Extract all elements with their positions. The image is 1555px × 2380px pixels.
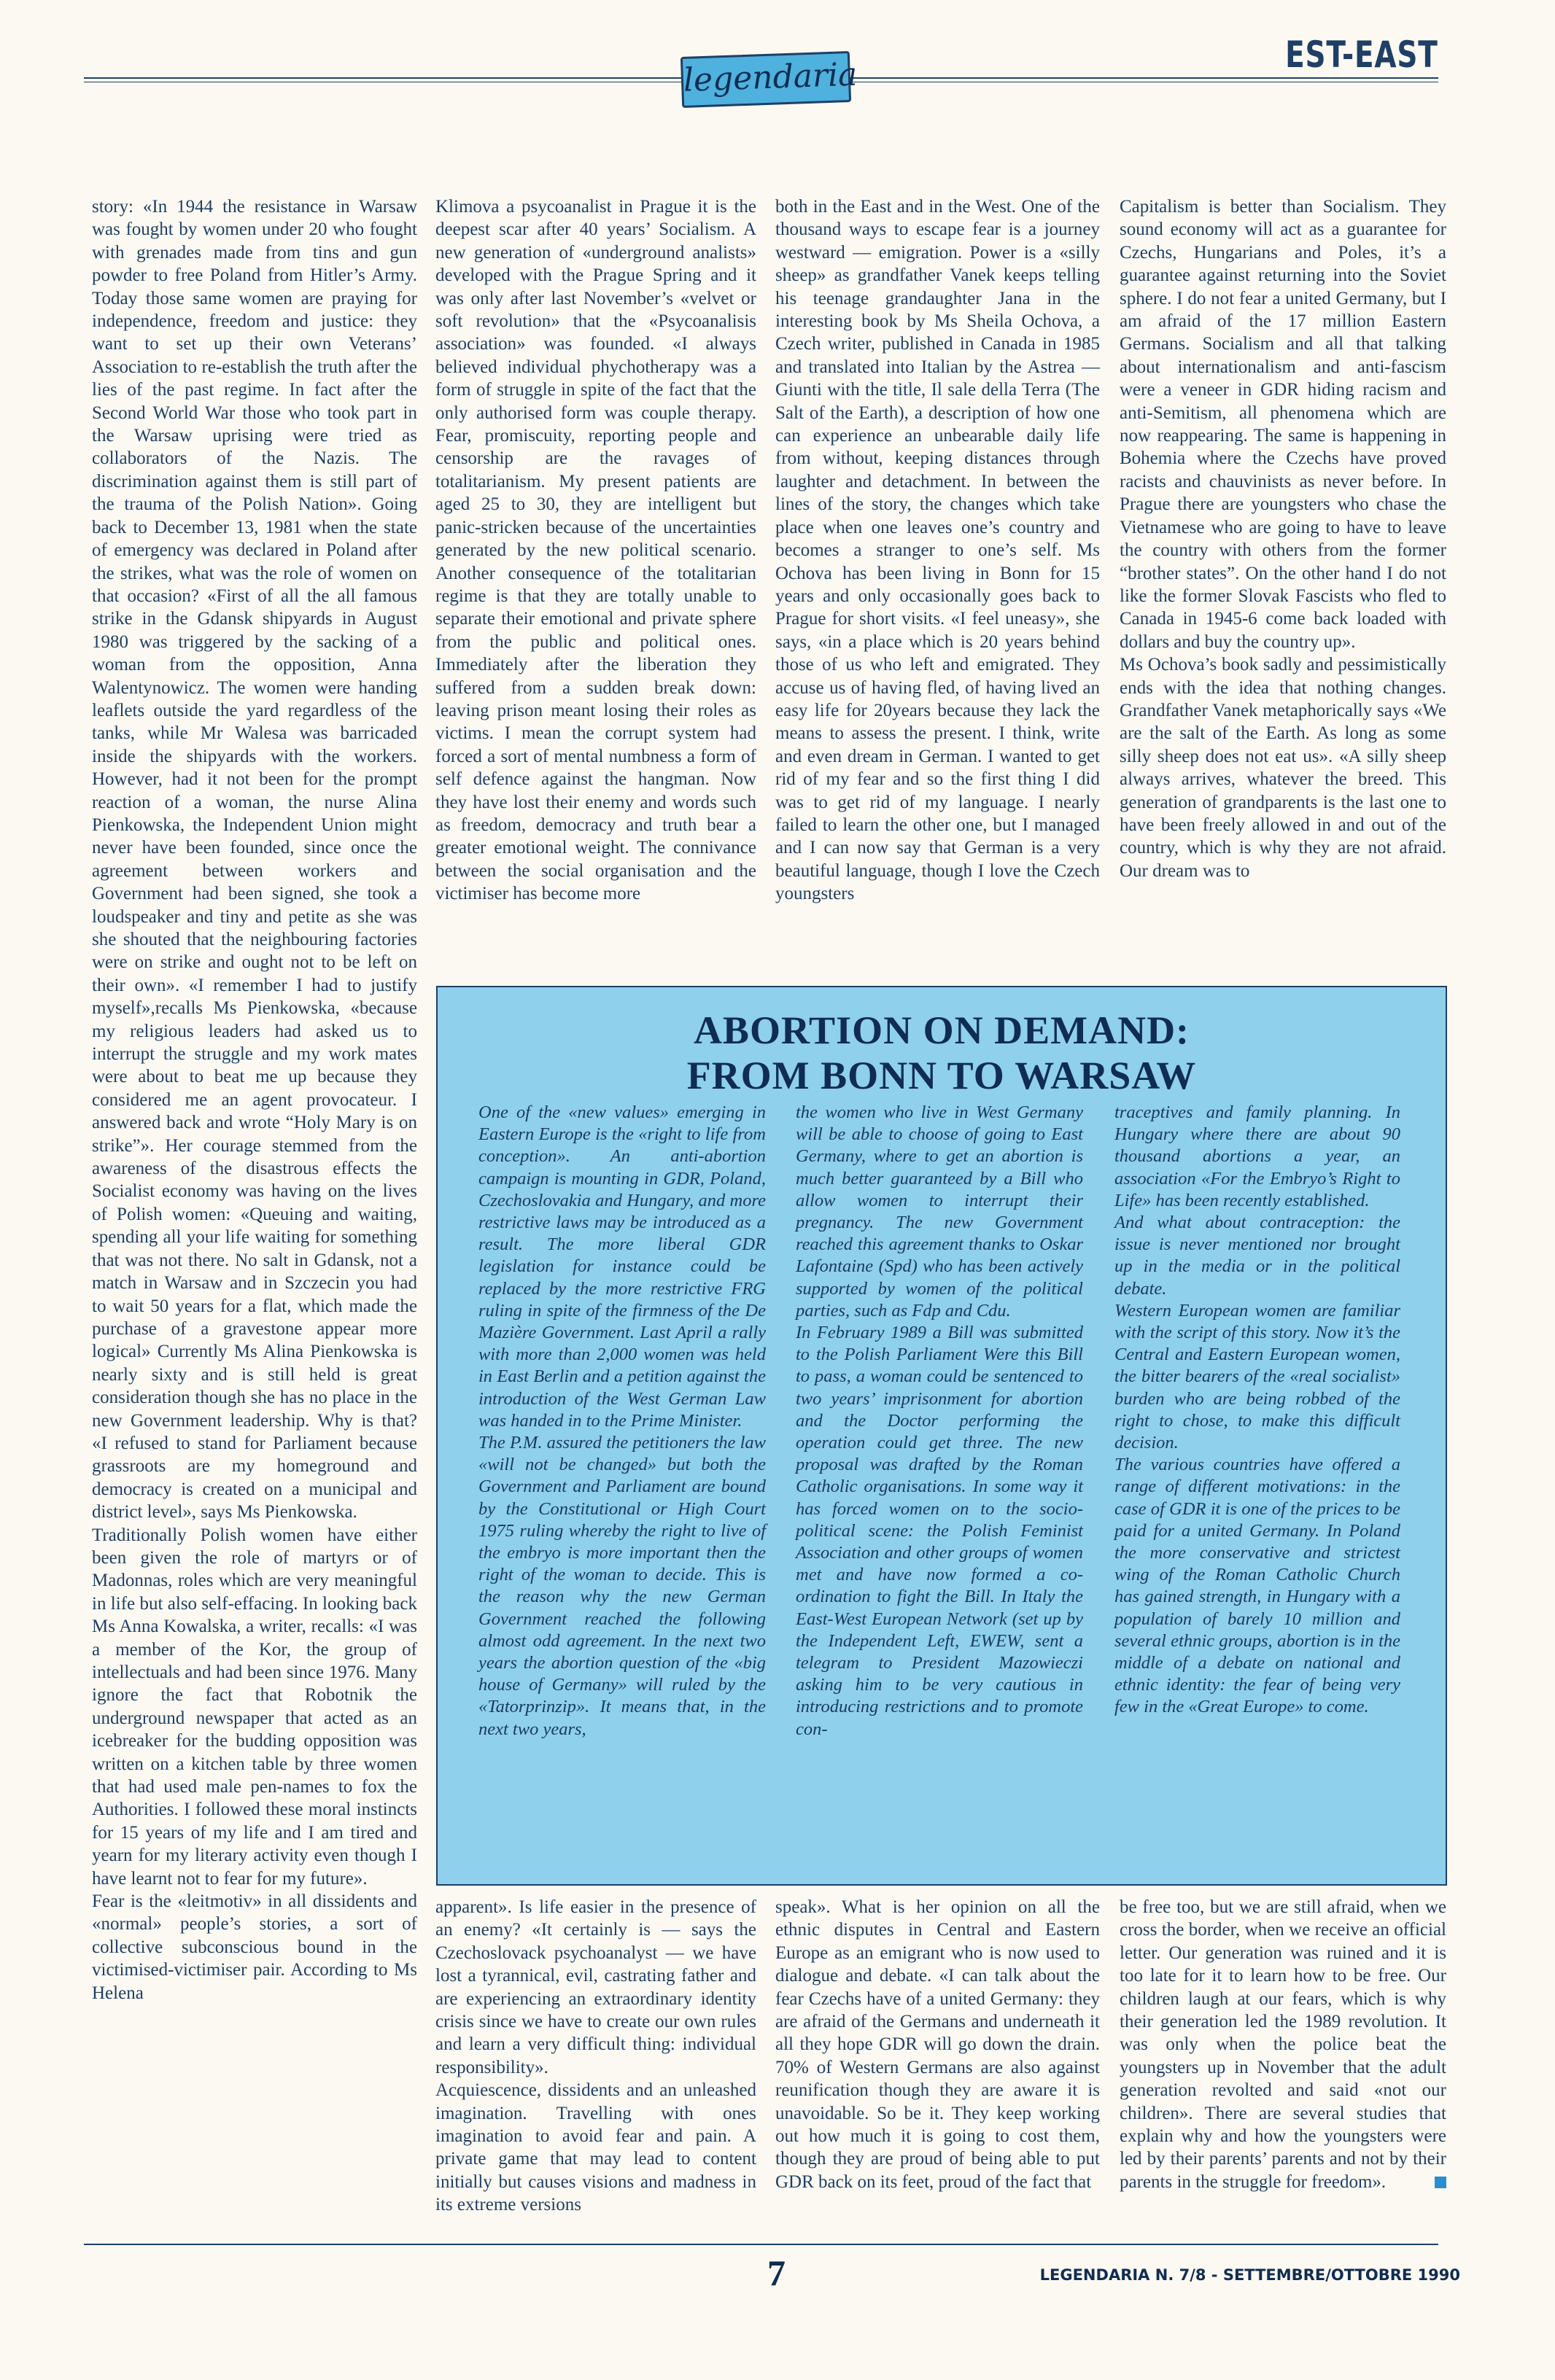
- paragraph: the women who live in West Germany will be able to choose of going to East Germany, where to get an abortion is much better guaranteed by a Bill who allow women to interrupt their pregnancy. The new Government reached this agreement thanks to Oskar Lafontaine (Spd) who has been actively supported by women of the political parties, such as Fdp and Cdu.: [796, 1102, 1083, 1321]
- paragraph: both in the East and in the West. One of the thousand ways to escape fear is a journey westward — emigration. Power is a «silly sheep» as grandfather Vanek keeps telling his teenage grandaughter Jana in the interesting book by Ms Sheila Ochova, a Czech writer, published in Canada in 1985 and translated into Italian by the Astrea — Giunti with the title, Il sale della Terra (The Salt of the Earth), a description of how one can experience an unbearable daily life from without, keeping distances through laughter and detachment. In between the lines of the story, the changes which take place when one leaves one’s country and becomes a stranger to one’s self. Ms Ochova has been living in Bonn for 15 years and only occasionally goes back to Prague for short visits. «I feel uneasy», she says, «in a place which is 20 years behind those of us who left and emigrated. They accuse us of having fled, of having lived an easy life for 20years because they lack the means to assess the present. I think, write and even dream in German. I wanted to get rid of my fear and so the first thing I did was to get rid of my language. I nearly failed to learn the other one, but I managed and I can now say that German is a very beautiful language, though I love the Czech youngsters: [775, 197, 1100, 904]
- sidebar-column-2: [796, 1102, 1083, 1741]
- paragraph: In February 1989 a Bill was submitted to the Polish Parliament Were this Bill to pass, a woman could be sentenced to two years’ imprisonment for abortion and the Doctor performing the operation could get three. The new proposal was drafted by the Roman Catholic organisations. In some way it has forced women on to the socio-political scene: the Polish Feminist Association and other groups of women met and have now formed a co-ordination to fight the Bill. In Italy the East-West European Network (set up by the Independent Left, EWEW, sent a telegram to President Mazowieczi asking him to be very cautious in introducing restrictions and to promote con-: [796, 1323, 1083, 1739]
- paragraph: speak». What is her opinion on all the ethnic disputes in Central and Eastern Europe as an emigrant who is now used to dialogue and debate. «I can talk about the fear Czechs have of a united Germany: they are afraid of the Germans and underneath it all they hope GDR will go down the drain. 70% of Western Germans are also against reunification though they are aware it is unavoidable. So be it. They keep working out how much it is going to cost them, though they are proud of being able to put GDR back on its feet, proud of the fact that: [775, 1897, 1100, 2192]
- paragraph: The P.M. assured the petitioners the law «will not be changed» but both the Government and Parliament are bound by the Constitutional or High Court 1975 ruling whereby the right to live of the embryo is more important then the right of the woman to decide. This is the reason why the new German Government reached the following almost odd agreement. In the next two years the abortion question of the «big house of Germany» will ruled by the «Tatorprinzip». It means that, in the next two years,: [478, 1433, 766, 1739]
- article-column-4-top: [1120, 195, 1446, 882]
- article-column-4-bottom: [1120, 1896, 1446, 2193]
- paragraph: Fear is the «leitmotiv» in all dissidents and «normal» people’s stories, a sort of collective subconscious bound in the victimised-victimiser pair. According to Ms Helena: [92, 1891, 417, 2003]
- paragraph: Ms Ochova’s book sadly and pessimistically ends with the idea that nothing changes. Grandfather Vanek metaphorically says «We are the salt of the Earth. As long as some silly sheep does not eat us». «A silly sheep always arrives, whatever the breed. This generation of grandparents is the last one to have been freely allowed in and out of the country, which is why they are not afraid. Our dream was to: [1120, 655, 1446, 881]
- footer-rule: [84, 2244, 1438, 2245]
- paragraph: traceptives and family planning. In Hungary where there are about 90 thousand abortions a year, an association «For the Embryo’s Right to Life» has been recently established.: [1114, 1102, 1400, 1210]
- paragraph: Capitalism is better than Socialism. They sound economy will act as a guarantee for Czechs, Hungarians and Poles, it’s a guarantee against returning into the Soviet sphere. I do not fear a united Germany, but I am afraid of the 17 million Eastern Germans. Socialism and all that talking about internationalism and anti-fascism were a veneer in GDR hiding racism and anti-Semitism, all phenomena which are now reappearing. The same is happening in Bohemia where the Czechs have proved racists and chauvinists as never before. In Prague there are youngsters who chase the Vietnamese who are going to have to leave the country with others from the former “brother states”. On the other hand I do not like the former Slovak Fascists who fled to Canada in 1945-6 come back loaded with dollars and buy the country up».: [1120, 197, 1446, 652]
- end-of-article-icon: [1435, 2177, 1446, 2188]
- paragraph: One of the «new values» emerging in Eastern Europe is the «right to life from conception». An anti-abortion campaign is mounting in GDR, Poland, Czechoslovakia and Hungary, and more restrictive laws may be introduced as a result. The more liberal GDR legislation for instance could be replaced by the more restrictive FRG ruling in spite of the firmness of the De Mazière Government. Last April a rally with more than 2,000 women was held in East Berlin and a petition against the introduction of the West German Law was handed in to the Prime Minister.: [478, 1102, 766, 1431]
- paragraph: [1120, 1896, 1446, 2193]
- paragraph: And what about contraception: the issue is never mentioned nor brought up in the media or in the political debate.: [1114, 1213, 1400, 1299]
- article-column-3-bottom: [775, 1896, 1100, 2193]
- article-column-3-top: [775, 195, 1100, 906]
- paragraph: apparent». Is life easier in the presence of an enemy? «It certainly is — says the Czechoslovack psychoanalyst — we have lost a tyrannical, evil, castrating father and are experiencing an extraordinary identity crisis since we have to create our own rules and learn a very difficult thing: individual responsibility».: [435, 1897, 756, 2077]
- sidebar-column-3: [1114, 1102, 1400, 1719]
- sidebar-title: [438, 1008, 1446, 1098]
- article-column-2-top: [435, 195, 756, 906]
- sidebar-title-line-1: ABORTION ON DEMAND:: [693, 1008, 1190, 1052]
- section-label: EST-EAST: [1285, 34, 1438, 76]
- paragraph: Acquiescence, dissidents and an unleashed imagination. Travelling with ones imagination to avoid fear and pain. A private game that may lead to content initially but causes visions and madness in its extreme versions: [435, 2080, 756, 2215]
- article-column-1: [92, 195, 417, 2004]
- publication-info: LEGENDARIA N. 7/8 - SETTEMBRE/OTTOBRE 1990: [1039, 2266, 1460, 2284]
- page-number: 7: [767, 2252, 786, 2293]
- paragraph-text: be free too, but we are still afraid, when we cross the border, when we receive an official letter. Our generation was ruined and it is too late for it to learn how to be free. Our children laugh at our fears, which is why their generation led the 1989 revolution. It was only when the police beat the youngsters up in November that the adult generation revolted and said «not our children». There are several studies that explain why and how the youngsters were led by their parents’ parents and not by their parents in the struggle for freedom».: [1120, 1897, 1446, 2192]
- sidebar-column-1: [478, 1102, 766, 1741]
- paragraph: Western European women are familiar with the script of this story. Now it’s the Central and Eastern European women, the bitter bearers of the «real socialist» burden who are being robbed of the right to chose, to make this difficult decision.: [1114, 1300, 1400, 1453]
- paragraph: Klimova a psycoanalist in Prague it is the deepest scar after 40 years’ Socialism. A new generation of «underground analists» developed with the Prague Spring and it was only after last November’s «velvet or soft revolution» that the «Psycoanalisis association» was founded. «I always believed individual phychotherapy was a form of struggle in spite of the fact that the only authorised form was couple therapy. Fear, promiscuity, reporting people and censorship are the ravages of totalitarianism. My present patients are aged 25 to 30, they are intelligent but panic-stricken because of the uncertainties generated by the new political scenario. Another consequence of the totalitarian regime is that they are totally unable to separate their emotional and private sphere from the public and political ones. Immediately after the liberation they suffered from a sudden break down: leaving prison meant losing their roles as victims. I mean the corrupt system had forced a sort of mental numbness a form of self defence against the hangman. Now they have lost their enemy and words such as freedom, democracy and truth bear a greater emotional weight. The connivance between the social organisation and the victimiser has become more: [435, 197, 756, 904]
- sidebar-title-line-2: FROM BONN TO WARSAW: [686, 1054, 1197, 1097]
- legendaria-logo: legendaria: [680, 51, 851, 108]
- paragraph: Traditionally Polish women have either been given the role of martyrs or of Madonnas, roles which are very meaningful in life but also self-effacing. In looking back Ms Anna Kowalska, a writer, recalls: «I was a member of the Kor, the group of intellectuals and had been since 1976. Many ignore the fact that Robotnik the underground newspaper that acted as an icebreaker for the budding opposition was written on a kitchen table by three women that had used male pen-names to fox the Authorities. I followed these moral instincts for 15 years of my life and I am tired and yearn for my literary activity even though I have learnt not to fear for my future».: [92, 1525, 417, 1889]
- article-column-2-bottom: [435, 1896, 756, 2217]
- paragraph: story: «In 1944 the resistance in Warsaw was fought by women under 20 who fought with grenades made from tins and gun powder to free Poland from Hitler’s Army. Today those same women are praying for independence, freedom and justice: they want to set up their own Veterans’ Association to re-establish the truth after the lies of the past regime. In fact after the Second World War those who took part in the Warsaw uprising were tried as collaborators of the Nazis. The discrimination against them is still part of the trauma of the Polish Nation». Going back to December 13, 1981 when the state of emergency was declared in Poland after the strikes, what was the role of women on that occasion? «First of all the all famous strike in the Gdansk shipyards in August 1980 was triggered by the sacking of a woman from the opposition, Anna Walentynowicz. The women were handing leaflets outside the yard regardless of the tanks, while Mr Walesa was barricaded inside the shipyards with the workers. However, had it not been for the prompt reaction of a woman, the nurse Alina Pienkowska, the Independent Union might never have been founded, since once the agreement between workers and Government had been signed, she took a loudspeaker and tiny and petite as she was she shouted that the neighbouring factories were on strike and ought not to be left on their own». «I remember I had to justify myself»,recalls Ms Pienkowska, «because my religious leaders had asked us to interrupt the struggle and my work mates were about to beat me up because they considered me an agent provocateur. I answered back and wrote “Holy Mary is on strike”». Her courage stemmed from the awareness of the disastrous effects the Socialist economy was having on the lives of Polish women: «Queuing and waiting, spending all your life waiting for something that was not there. No salt in Gdansk, not a match in Warsaw and in Szczecin you had to wait 50 years for a flat, which made the purchase of a gravestone appear more logical» Currently Ms Alina Pienkowska is nearly sixty and is still held is great consideration though she has no place in the new Government leadership. Why is that? «I refused to stand for Parliament because grassroots are my homeground and democracy is created on a municipal and district level», says Ms Pienkowska.: [92, 197, 417, 1522]
- paragraph: The various countries have offered a range of different motivations: in the case of GDR it is one of the prices to be paid for a united Germany. In Poland the more conservative and strictest wing of the Roman Catholic Church has gained strength, in Hungary with a population of barely 10 million and several ethnic groups, abortion is in the middle of a debate on national and ethnic identity: the fear of being very few in the «Great Europe» to come.: [1114, 1455, 1400, 1717]
- abortion-sidebar-box: [436, 986, 1447, 1886]
